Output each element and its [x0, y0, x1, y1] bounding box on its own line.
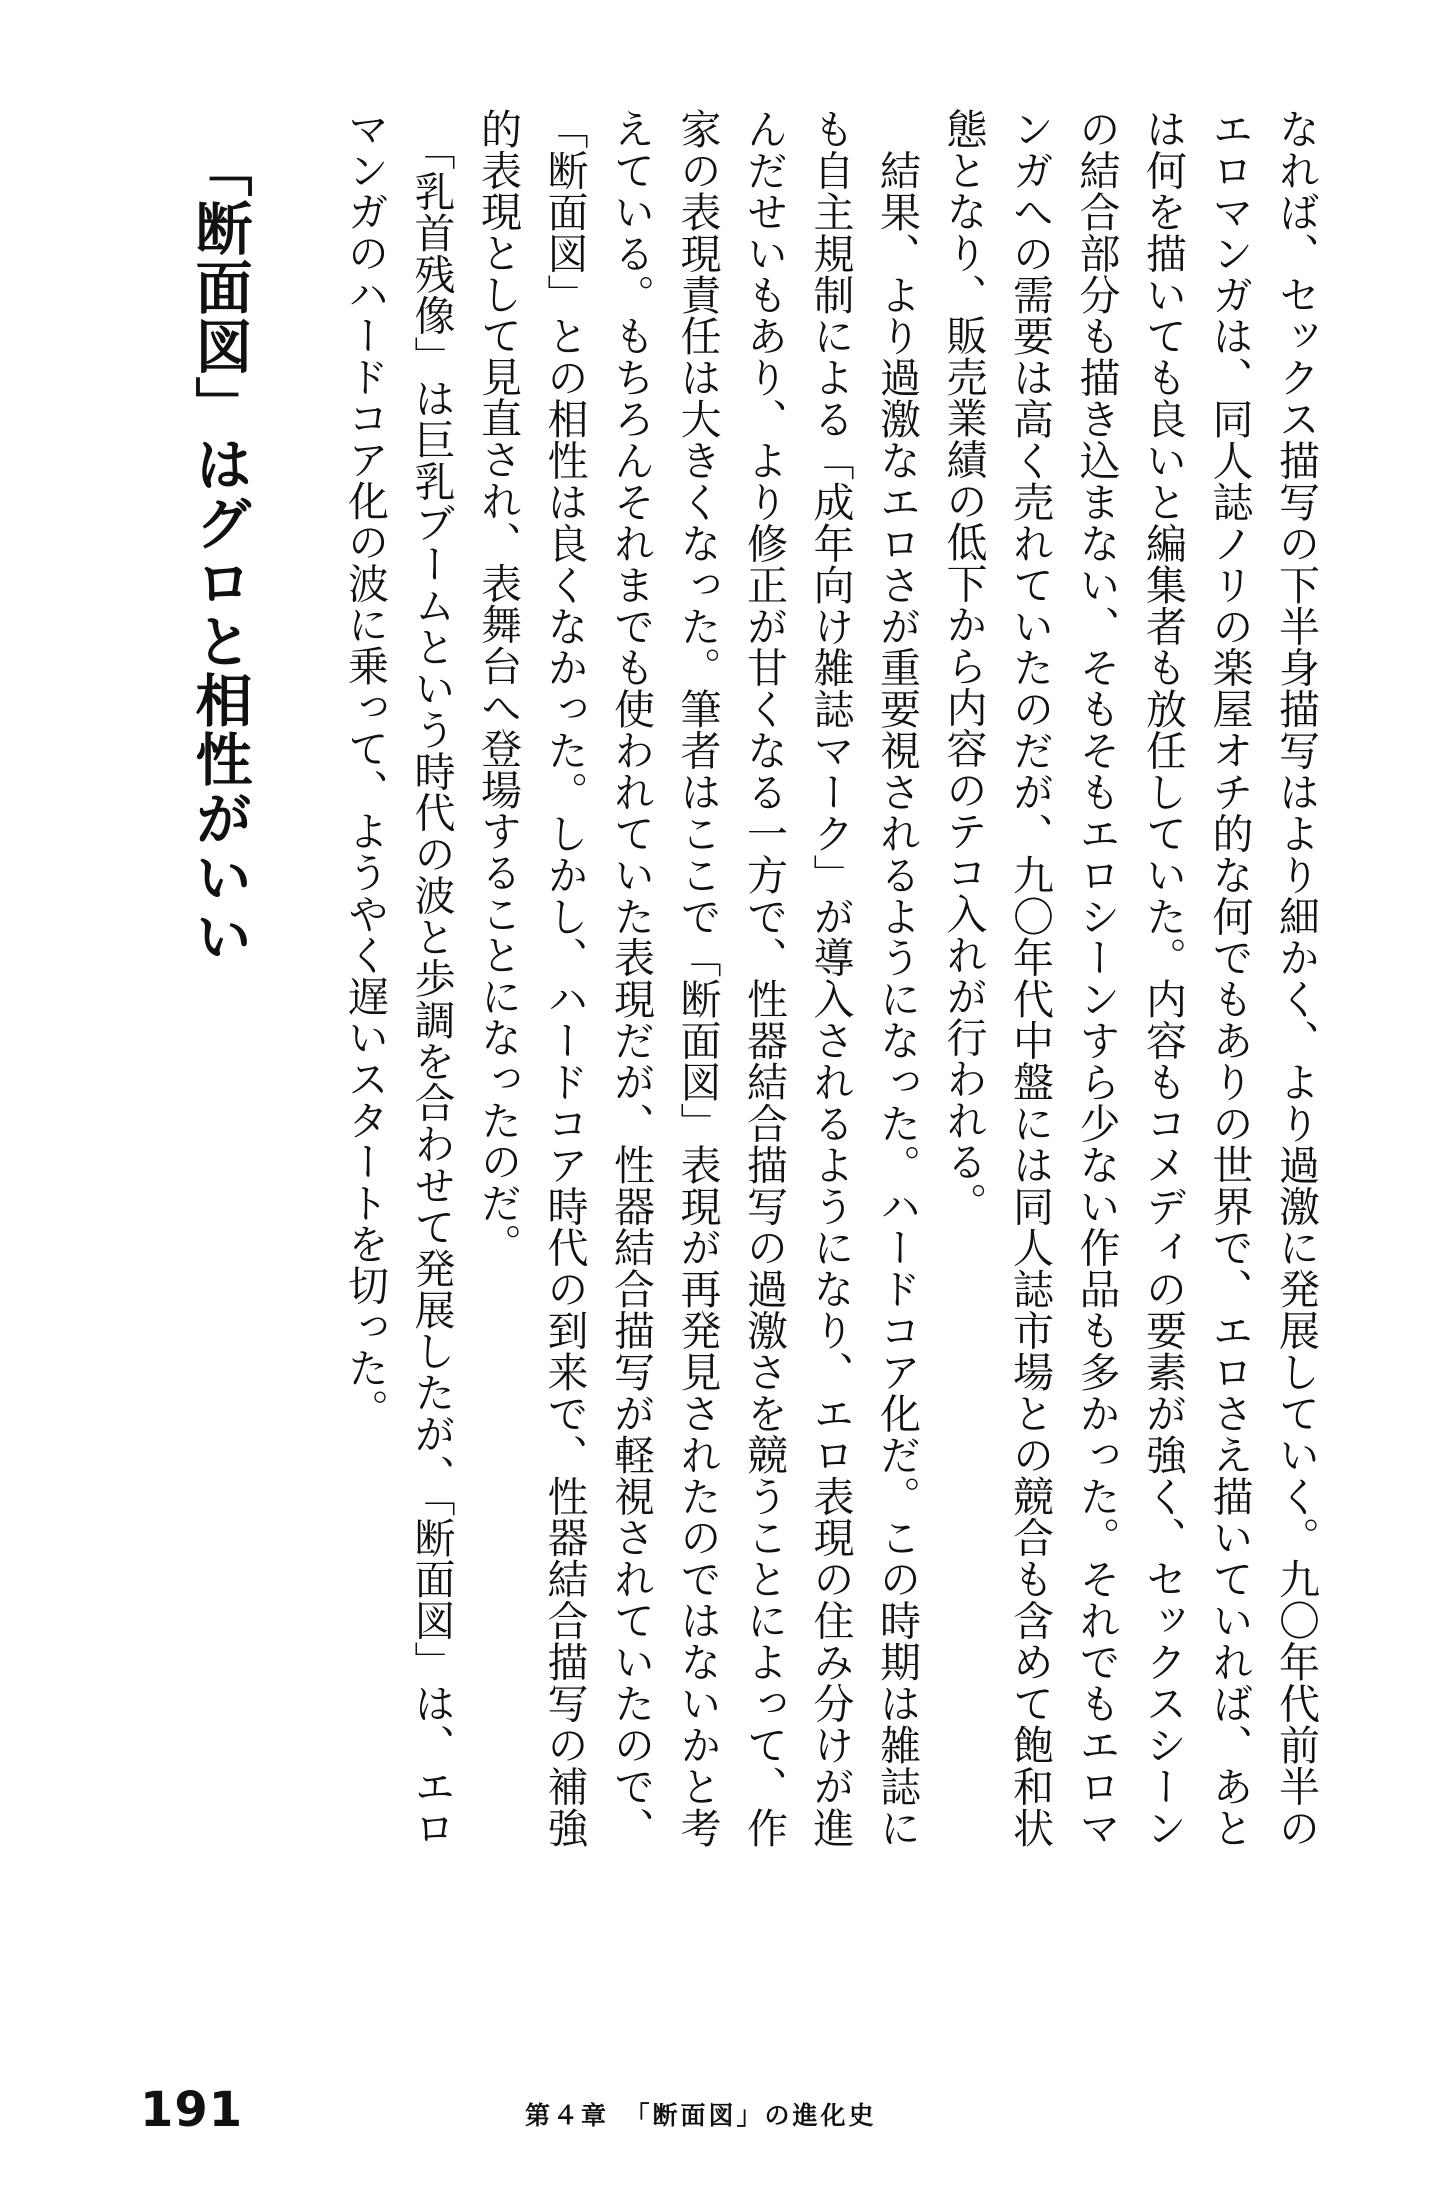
text-line: 結果、より過激なエロさが重要視されるようになった。ハードコア化だ。この時期は雑誌に — [873, 108, 921, 1848]
text-line: 家の表現責任は大きくなった。筆者はここで「断面図」表現が再発見されたのではないかと考 — [673, 108, 722, 1848]
text-line: ンガへの需要は高く売れていたのだが、九〇年代中盤には同人誌市場との競合も含めて飽和状 — [1006, 108, 1054, 1848]
text-line: んだせいもあり、より修正が甘くなる一方で、性器結合描写の過激さを競うことによって、作 — [740, 108, 788, 1848]
page-number: 191 — [140, 2082, 244, 2138]
text-line: は何を描いても良いと編集者も放任していた。内容もコメディの要素が強く、セックスシーン — [1139, 108, 1187, 1848]
text-line: なれば、セックス描写の下半身描写はより細かく、より過激に発展していく。九〇年代前半の — [1272, 108, 1320, 1848]
text-line: 「断面図」との相性は良くなかった。しかし、ハードコア時代の到来で、性器結合描写の補強 — [540, 108, 589, 1848]
running-head: 第４章 「断面図」の進化史 — [525, 2101, 877, 2130]
text-line: マンガのハードコア化の波に乗って、ようやく遅いスタートを切った。 — [341, 108, 389, 1430]
text-line: 「乳首残像」は巨乳ブームという時代の波と歩調を合わせて発展したが、「断面図」は、エロ — [407, 108, 456, 1848]
text-line: えている。もちろんそれまでも使われていた表現だが、性器結合描写が軽視されていたので、 — [607, 108, 655, 1848]
text-line: 態となり、販売業績の低下から内容のテコ入れが行われる。 — [939, 108, 988, 1224]
text-line: 的表現として見直され、表舞台へ登場することになったのだ。 — [474, 108, 522, 1265]
text-line: も自主規制による「成年向け雑誌マーク」が導入されるようになり、エロ表現の住み分けが進 — [806, 108, 855, 1848]
body-text — [319, 108, 1320, 1853]
section-heading: 「断面図」はグロと相性がいい — [186, 140, 252, 966]
text-line: エロマンガは、同人誌ノリの楽屋オチ的な何でもありの世界で、エロさえ描いていれば、あと — [1205, 108, 1254, 1848]
text-line: の結合部分も描き込まない、そもそもエロシーンすら少ない作品も多かった。それでもエロマ — [1072, 108, 1121, 1848]
